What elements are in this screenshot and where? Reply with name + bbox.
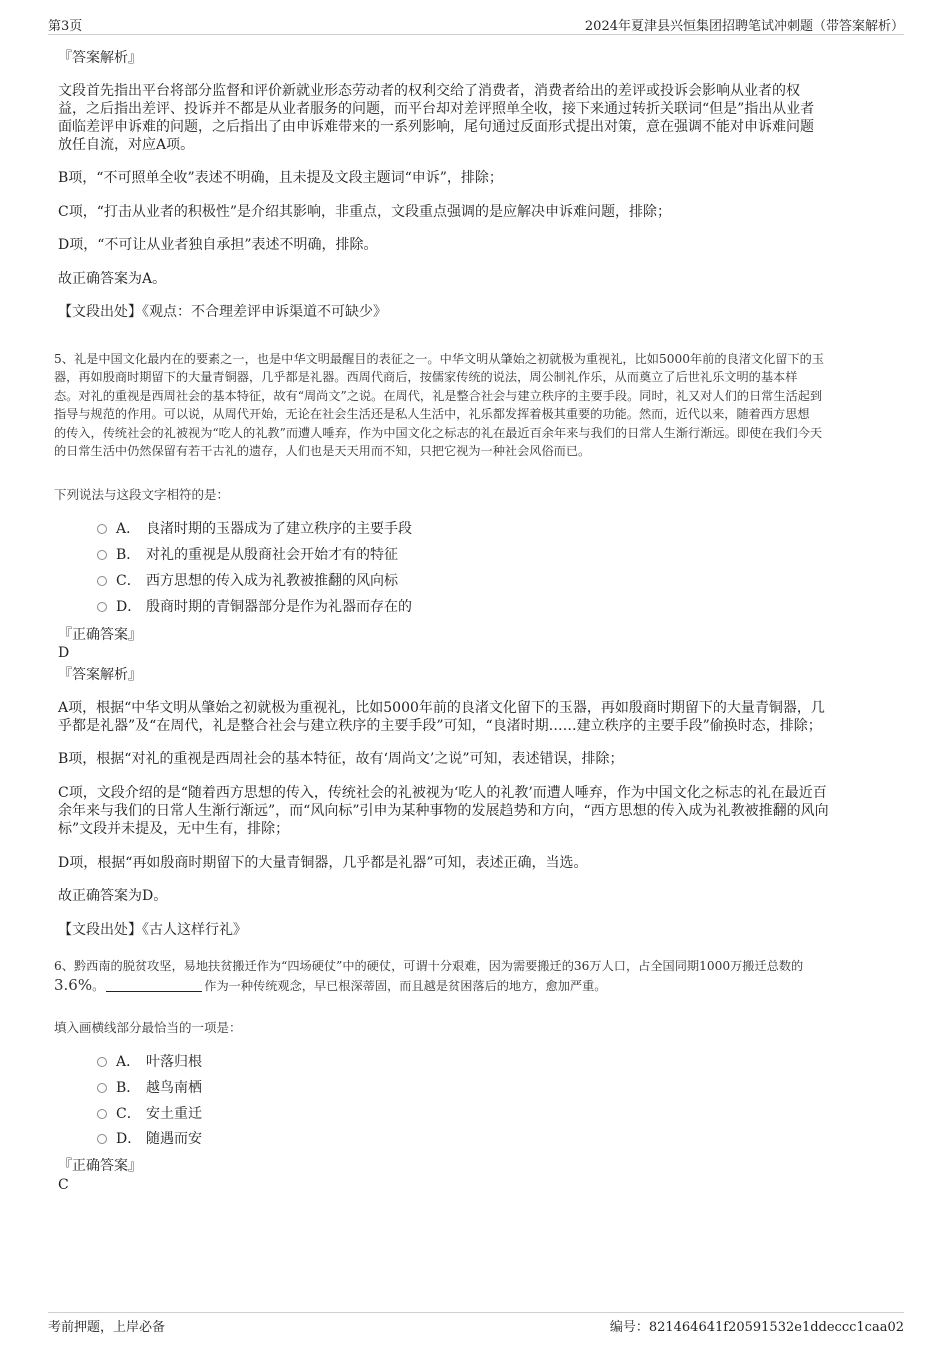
radio-icon[interactable] — [97, 1109, 107, 1119]
q5-prompt: 下列说法与这段文字相符的是： — [54, 487, 230, 502]
q5-option-c-analysis: 标”文段并未提及，无中生有，排除； — [58, 821, 290, 837]
q4-analysis-line: 文段首先指出平台将部分监督和评价新就业形态劳动者的权利交给了消费者，消费者给出的差评或投诉会影响从业者的权 — [58, 83, 800, 99]
q5-source: 【文段出处】《古人这样行礼》 — [58, 922, 247, 938]
q6-option-a[interactable]: A． 叶落归根 — [97, 1053, 202, 1071]
q5-analysis-label: 『答案解析』 — [58, 667, 142, 683]
radio-icon[interactable] — [97, 1083, 107, 1093]
q5-option-c[interactable]: C． 西方思想的传入成为礼教被推翻的风向标 — [97, 572, 398, 590]
q6-answer: C — [58, 1177, 69, 1193]
q5-option-b[interactable]: B． 对礼的重视是从殷商社会开始才有的特征 — [97, 546, 398, 564]
footer-slogan: 考前押题，上岸必备 — [48, 1320, 166, 1335]
q4-analysis-line: 面临差评申诉难的问题，之后指出了由申诉难带来的一系列影响，尾句通过反面形式提出对策，意在强调不能对申诉难问题 — [58, 119, 814, 135]
q5-passage-line: 5、礼是中国文化最内在的要素之一，也是中华文明最醒目的表征之一。中华文明从肇始之初就极为重视礼，比如5000年前的良渚文化留下的玉 — [54, 352, 825, 366]
q4-analysis-line: 益，之后指出差评、投诉并不都是从业者服务的问题，而平台却对差评照单全收，接下来通过转折关联词“但是”指出从业者 — [58, 101, 815, 117]
q5-answer-label: 『正确答案』 — [58, 627, 142, 643]
q6-answer-label: 『正确答案』 — [58, 1158, 142, 1174]
page-footer — [48, 1312, 904, 1335]
q5-option-d-analysis: D项，根据“再如殷商时期留下的大量青铜器，几乎都是礼器”可知，表述正确，当选。 — [58, 855, 588, 871]
q5-option-a-analysis: 乎都是礼器”及“在周代，礼是整合社会与建立秩序的主要手段”可知，“良渚时期……建立秩序的主要手段”偷换时态，排除； — [58, 718, 822, 734]
q6-option-d[interactable]: D． 随遇而安 — [97, 1130, 202, 1148]
q6-prompt: 填入画横线部分最恰当的一项是： — [54, 1020, 242, 1035]
page-header — [48, 14, 904, 35]
radio-icon[interactable] — [97, 550, 107, 560]
q5-conclusion: 故正确答案为D。 — [58, 888, 168, 904]
q5-passage-line: 态。对礼的重视是西周社会的基本特征，故有“周尚文”之说。在周代，礼是整合社会与建立秩序的主要手段。同时，礼又对人们的日常生活起到 — [54, 389, 823, 403]
q6-percent: 3.6% — [54, 976, 93, 994]
q4-option-c-analysis: C项，“打击从业者的积极性”是介绍其影响，非重点，文段重点强调的是应解决申诉难问题，排除； — [58, 204, 672, 220]
q4-source: 【文段出处】《观点：不合理差评申诉渠道不可缺少》 — [58, 304, 387, 320]
radio-icon[interactable] — [97, 1057, 107, 1067]
q5-passage-line: 的传入，传统社会的礼被视为“吃人的礼教”而遭人唾弃，作为中国文化之标志的礼在最近百余年来与我们的日常人生渐行渐远。即使在我们今天 — [54, 426, 823, 440]
q5-passage-line: 器，再如殷商时期留下的大量青铜器，几乎都是礼器。西周代商后，按儒家传统的说法，周公制礼作乐，从而奠立了后世礼乐文明的基本样 — [54, 370, 798, 384]
q5-option-c-analysis: C项，文段介绍的是“随着西方思想的传入，传统社会的礼被视为‘吃人的礼教’而遭人唾弃，作为中国文化之标志的礼在最近百 — [58, 785, 827, 801]
q4-option-b-analysis: B项，“不可照单全收”表述不明确，且未提及文段主题词“申诉”，排除； — [58, 170, 503, 186]
q4-analysis-line: 放任自流，对应A项。 — [58, 137, 195, 153]
q5-option-b-analysis: B项，根据“对礼的重视是西周社会的基本特征，故有‘周尚文’之说”可知，表述错误，排除； — [58, 751, 624, 767]
fill-in-blank — [106, 979, 202, 992]
q4-analysis-label: 『答案解析』 — [58, 50, 142, 66]
q6-option-c[interactable]: C． 安土重迁 — [97, 1105, 202, 1123]
q5-option-a-analysis: A项，根据“中华文明从肇始之初就极为重视礼，比如5000年前的良渚文化留下的玉器，再如殷商时期留下的大量青铜器，几 — [58, 700, 825, 716]
q6-question-line: 6、黔西南的脱贫攻坚，易地扶贫搬迁作为“四场硬仗”中的硬仗，可谓十分艰难，因为需要搬迁的36万人口，占全国同期1000万搬迁总数的 — [54, 959, 804, 973]
q5-option-c-analysis: 余年来与我们的日常人生渐行渐远”，而“风向标”引申为某种事物的发展趋势和方向，“西方思想的传入成为礼教被推翻的风向 — [58, 803, 829, 819]
radio-icon[interactable] — [97, 524, 107, 534]
q5-passage-line: 的日常生活中仍然保留有若干古礼的遗存，人们也是天天用而不知，只把它视为一种社会风俗而已。 — [54, 444, 591, 458]
radio-icon[interactable] — [97, 1134, 107, 1144]
document-title: 2024年夏津县兴恒集团招聘笔试冲刺题（带答案解析） — [584, 19, 904, 34]
radio-icon[interactable] — [97, 576, 107, 586]
q5-answer: D — [58, 645, 70, 661]
page-number: 第3页 — [48, 19, 83, 34]
q5-option-d[interactable]: D． 殷商时期的青铜器部分是作为礼器而存在的 — [97, 598, 412, 616]
q5-passage-line: 指导与规范的作用。可以说，从周代开始，无论在社会生活还是私人生活中，礼乐都发挥着极其重要的功能。然而，近代以来，随着西方思想 — [54, 407, 810, 421]
q6-option-b[interactable]: B． 越鸟南栖 — [97, 1079, 202, 1097]
q4-conclusion: 故正确答案为A。 — [58, 271, 167, 287]
q4-option-d-analysis: D项，“不可让从业者独自承担”表述不明确，排除。 — [58, 237, 378, 253]
document-id: 编号：821464641f20591532e1ddeccc1caa02 — [609, 1320, 904, 1335]
q6-question-line: 3.6%。 作为一种传统观念，早已根深蒂固，而且越是贫困落后的地方，愈加严重。 — [54, 976, 607, 994]
radio-icon[interactable] — [97, 602, 107, 612]
q5-option-a[interactable]: A． 良渚时期的玉器成为了建立秩序的主要手段 — [97, 520, 412, 538]
